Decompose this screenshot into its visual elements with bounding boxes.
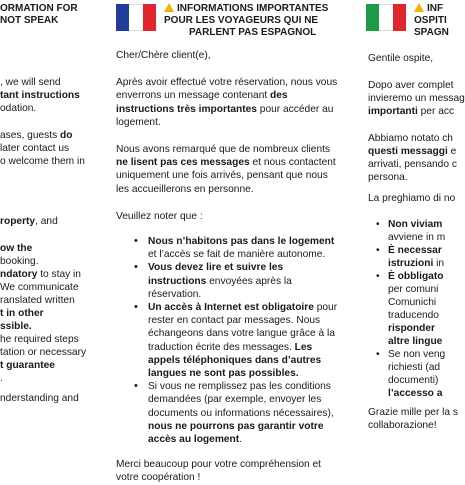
text-line: t in other (0, 308, 44, 319)
text-line: È necessar (388, 245, 442, 256)
french-body (116, 49, 340, 485)
text-line: Abbiamo notato ch (368, 133, 453, 144)
french-header: INFORMATIONS IMPORTANTES POUR LES VOYAGEURS QUI NE PARLENT PAS ESPAGNOL (164, 3, 329, 38)
text-line: La preghiamo di no (368, 193, 456, 204)
bullet-icon: • (376, 271, 380, 282)
text-line: tant instructions (0, 90, 80, 101)
bullet-icon: • (376, 245, 380, 256)
text-line: later contact us (0, 143, 70, 154)
text-line: traducendo (388, 310, 439, 321)
list-item: • Un accès à Internet est obligatoire pour rester en contact par messages. Nous échangeons dans votre langue grâce à la traduction écrite des messages. Les appels téléphoniques dans d’autres langues ne sont pas possibles. (134, 301, 338, 380)
text-line: ases, guests do (0, 130, 73, 141)
italian-column (366, 0, 465, 450)
text-line: per comuni (388, 284, 439, 295)
text-line: collaborazione! (368, 420, 437, 431)
text-line: . (0, 373, 3, 384)
text-line: ndatory to stay in (0, 269, 81, 280)
text-line: he required steps (0, 334, 79, 345)
text-line: Se non veng (388, 349, 446, 360)
text-line: Dopo aver complet (368, 80, 454, 91)
text-line: avviene in m (388, 232, 446, 243)
italian-flag-icon (366, 4, 406, 31)
text-line: Comunichi (388, 297, 437, 308)
warning-icon (414, 3, 424, 12)
text-line: risponder (388, 323, 435, 334)
italian-header: INF OSPITI SPAGN (414, 3, 449, 38)
text-line: Gentile ospite, (368, 53, 434, 64)
english-header: ORMATION FOR NOT SPEAK (0, 3, 78, 26)
text-line: documenti) (388, 375, 439, 386)
list-item: • Nous n’habitons pas dans le logement et l’accès se fait de manière autonome. (134, 235, 335, 261)
text-line: o welcome them in (0, 156, 85, 167)
list-item: • Si vous ne remplissez pas les conditions demandées (par exemple, envoyer les documents ou informations nécessaires), nous ne pourrons pas garantir votre accès au logement. (134, 380, 334, 446)
text-line: Grazie mille per la s (368, 407, 459, 418)
text-line: ow the (0, 243, 33, 254)
warning-icon (164, 3, 174, 12)
paragraph-please-note: Veuillez noter que : (116, 210, 203, 222)
text-line: persona. (368, 172, 408, 183)
french-column (112, 0, 342, 484)
text-line: Non viviam (388, 219, 443, 230)
text-line: arrivati, pensando c (368, 159, 457, 170)
french-flag-icon (116, 4, 156, 31)
paragraph-thanks: Merci beaucoup pour votre compréhension et votre coopération ! (116, 459, 321, 484)
text-line: richiesti (ad (388, 362, 441, 373)
text-line: invieremo un messag (368, 93, 465, 104)
greeting: Cher/Chère client(e), (116, 50, 211, 61)
text-line: We communicate (0, 282, 79, 293)
requirements-list (116, 235, 340, 446)
bullet-icon: • (376, 349, 380, 360)
text-line: È obbligato (388, 271, 444, 282)
text-line: ssible. (0, 321, 32, 332)
list-item: • Vous devez lire et suivre les instructions envoyées après la réservation. (134, 261, 292, 300)
paragraph-reservation: Après avoir effectué votre réservation, nous vous enverrons un message contenant des instructions très importantes pour accéder au logement. (116, 77, 338, 128)
text-line: istruzioni in (388, 258, 445, 269)
text-line: altre lingue (388, 336, 443, 347)
text-line: ranslated written (0, 295, 75, 306)
text-line: questi messaggi e (368, 146, 457, 157)
text-line: l’accesso a (388, 388, 443, 399)
text-line: importanti per acc (368, 106, 455, 117)
text-line: tation or necessary (0, 347, 87, 358)
text-line: booking. (0, 256, 39, 267)
text-line: nderstanding and (0, 393, 79, 404)
text-line: odation. (0, 103, 37, 114)
text-line: t guarantee (0, 360, 55, 371)
english-column (0, 0, 86, 450)
paragraph-notice: Nous avons remarqué que de nombreux clients ne lisent pas ces messages et nous contactent uniquement une fois arrivés, pensant que nous les accueillerons en personne. (116, 144, 336, 195)
text-line: , we will send (0, 77, 61, 88)
text-line: roperty, and (0, 216, 58, 227)
bullet-icon: • (376, 219, 380, 230)
